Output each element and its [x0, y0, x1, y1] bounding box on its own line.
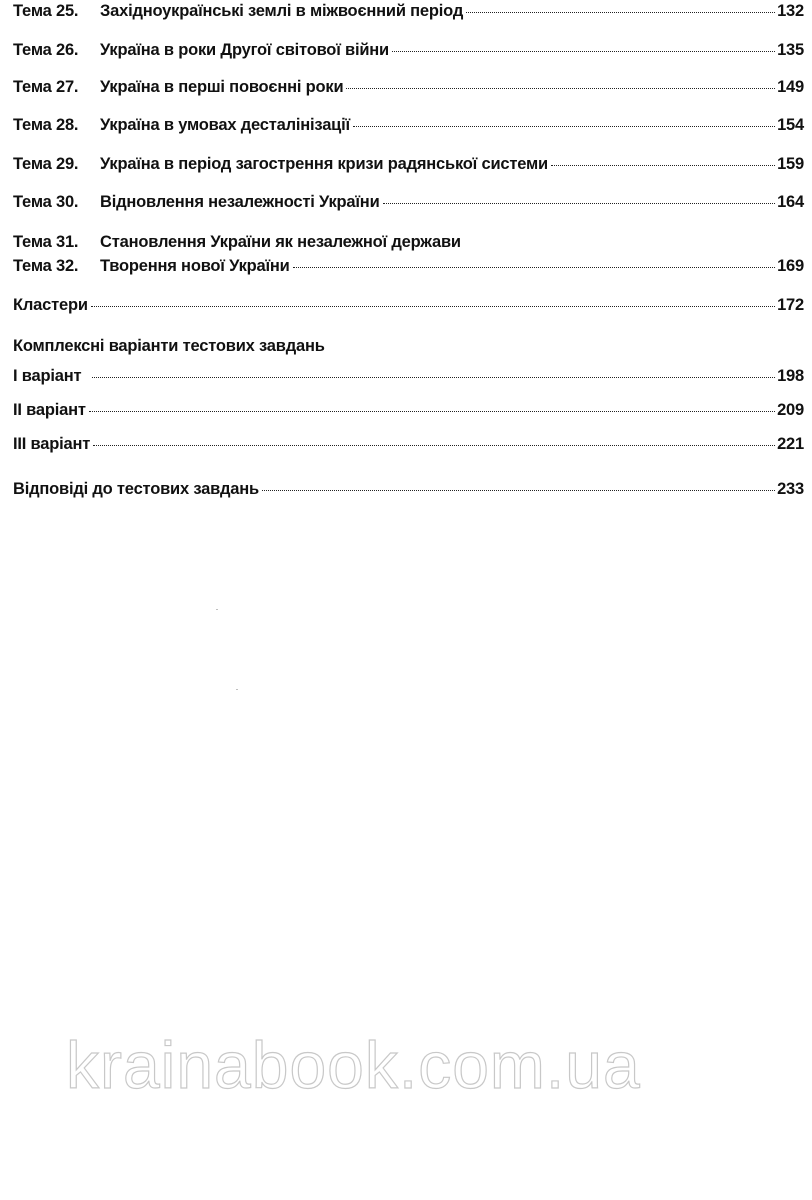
toc-entry-number: Тема 25.: [13, 2, 79, 20]
toc-entry-title: ІІ варіант: [13, 401, 86, 419]
dot-leader: [466, 12, 775, 13]
toc-entry-number: Тема 28.: [13, 116, 79, 134]
toc-entry-number: Тема 31.: [13, 233, 79, 251]
toc-entry-variant-3[interactable]: [13, 435, 804, 459]
toc-entry-30[interactable]: [13, 193, 804, 217]
dot-leader: [346, 88, 775, 89]
toc-entry-32[interactable]: [13, 257, 804, 281]
dot-leader: [92, 377, 775, 378]
toc-entry-number: Тема 26.: [13, 41, 79, 59]
dot-leader: [89, 411, 775, 412]
toc-entry-page: 135: [777, 41, 804, 59]
toc-section-heading: [13, 337, 804, 361]
dot-leader: [353, 126, 775, 127]
toc-entry-page: 164: [777, 193, 804, 211]
toc-entry-27[interactable]: [13, 78, 804, 102]
toc-entry-page: 172: [777, 296, 804, 314]
toc-entry-title: Україна в перші повоєнні роки: [100, 78, 344, 96]
toc-entry-29[interactable]: [13, 155, 804, 179]
toc-entry-title: Україна в період загострення кризи радянської системи: [100, 155, 548, 173]
toc-entry-page: 233: [777, 480, 804, 498]
toc-entry-title: Кластери: [13, 296, 88, 314]
dot-leader: [262, 490, 775, 491]
toc-entry-25[interactable]: [13, 2, 804, 26]
toc-entry-number: Тема 32.: [13, 257, 79, 275]
watermark: krainabook.com.ua: [66, 1028, 641, 1102]
toc-entry-page: 209: [777, 401, 804, 419]
toc-entry-title: Україна в роки Другої світової війни: [100, 41, 389, 59]
toc-entry-title: Відновлення незалежності України: [100, 193, 380, 211]
toc-entry-page: 149: [777, 78, 804, 96]
toc-entry-variant-2[interactable]: [13, 401, 804, 425]
toc-entry-page: 198: [777, 367, 804, 385]
toc-entry-number: Тема 27.: [13, 78, 79, 96]
toc-entry-variant-1[interactable]: [13, 367, 804, 391]
toc-entry-31[interactable]: [13, 233, 804, 257]
dot-leader: [91, 306, 775, 307]
toc-entry-page: 221: [777, 435, 804, 453]
toc-entry-title: Творення нової України: [100, 257, 290, 275]
toc-entry-number: Тема 29.: [13, 155, 79, 173]
section-heading-title: Комплексні варіанти тестових завдань: [13, 337, 325, 355]
toc-entry-page: 132: [777, 2, 804, 20]
dot-leader: [392, 51, 775, 52]
dot-leader: [293, 267, 775, 268]
toc-entry-28[interactable]: [13, 116, 804, 140]
scan-speck: [216, 609, 218, 610]
dot-leader: [93, 445, 775, 446]
toc-entry-title: Західноукраїнські землі в міжвоєнний період: [100, 2, 464, 20]
toc-entry-page: 154: [777, 116, 804, 134]
toc-entry-answers[interactable]: [13, 480, 804, 504]
toc-entry-title: Відповіді до тестових завдань: [13, 480, 259, 498]
dot-leader: [383, 203, 776, 204]
toc-entry-number: Тема 30.: [13, 193, 79, 211]
toc-entry-title: І варіант: [13, 367, 82, 385]
toc-entry-page: 169: [777, 257, 804, 275]
toc-entry-page: 159: [777, 155, 804, 173]
dot-leader: [551, 165, 775, 166]
toc-entry-26[interactable]: [13, 41, 804, 65]
toc-entry-title: Україна в умовах десталінізації: [100, 116, 350, 134]
toc-entry-title: Становлення України як незалежної держави: [100, 233, 461, 251]
toc-entry-title: ІІІ варіант: [13, 435, 91, 453]
scan-speck: [236, 689, 238, 690]
toc-entry-clusters[interactable]: [13, 296, 804, 320]
